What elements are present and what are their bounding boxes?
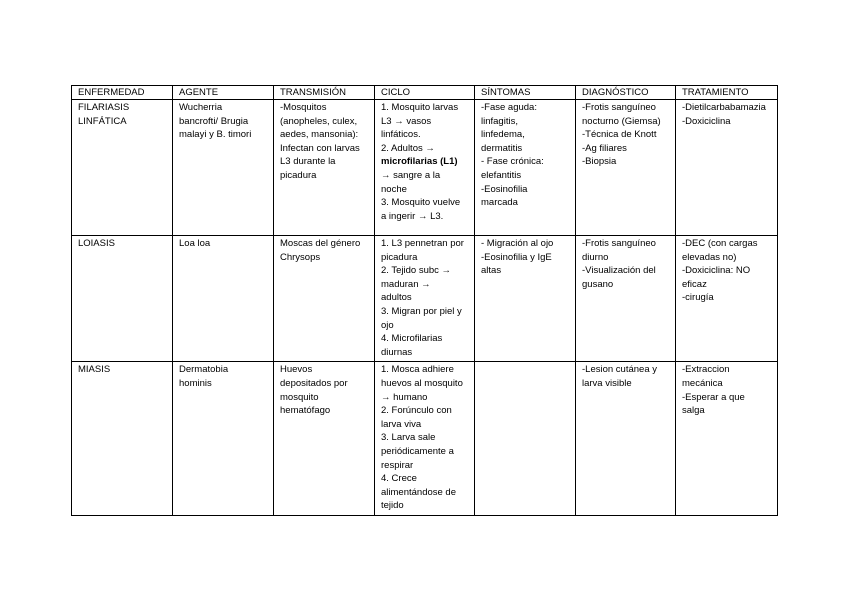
cell-line: 1. Mosca adhiere [381,364,454,376]
cell-line: a ingerir → L3. [381,210,444,222]
cell-line: salga [682,405,705,417]
cell-line: 2. Adultos → [381,142,435,154]
cell-line: -Biopsia [582,156,617,168]
header-enfermedad: ENFERMEDAD [72,86,173,100]
cell-diagnostico [576,100,676,236]
disease-table [71,85,778,516]
cell-line: malayi y B. timori [179,129,252,141]
cell-line: picadura [381,251,418,263]
cell-enfermedad [72,362,173,516]
cell-ciclo [375,236,475,362]
cell-line: -Lesion cutánea y [582,364,657,376]
cell-line: -Mosquitos [280,102,327,113]
cell-line: -Visualización del [582,265,656,277]
cell-line: -Dietilcarbabamazia [682,102,766,113]
cell-line: L3 durante la [280,156,336,168]
cell-line: respirar [381,459,414,471]
cell-line: -Frotis sanguíneo [582,102,656,113]
cell-line: larva visible [582,377,632,389]
cell-line: adultos [381,292,412,304]
cell-line: Huevos [280,364,313,376]
header-tratamiento: TRATAMIENTO [676,86,778,100]
cell-line: 1. Mosquito larvas [381,102,459,113]
cell-tratamiento [676,100,778,236]
cell-enfermedad [72,236,173,362]
cell-line: hominis [179,377,212,389]
cell-transmision [274,362,375,516]
cell-line: larva viva [381,418,422,430]
cell-line: 1. L3 pennetran por [381,238,464,249]
cell-line: (anopheles, culex, [280,115,358,127]
cell-tratamiento [676,362,778,516]
cell-ciclo [375,362,475,516]
cell-enfermedad [72,100,173,236]
cell-line: → humano [381,391,428,403]
cell-line: linfagitis, [481,115,518,127]
cell-line: eficaz [682,278,707,290]
cell-line: 2. Forúnculo con [381,405,452,417]
cell-line: huevos al mosquito [381,377,463,389]
cell-agente [173,362,274,516]
cell-line: altas [481,265,502,277]
cell-line: periódicamente a [381,445,454,457]
cell-line: LINFÁTICA [78,115,127,127]
cell-line: -Doxiciclina: NO [682,265,751,277]
cell-line: ojo [381,319,394,331]
cell-line: mecánica [682,377,723,389]
cell-line: linfáticos. [381,129,421,141]
cell-line: elevadas no) [682,251,737,263]
cell-line: 3. Mosquito vuelve [381,197,461,209]
cell-tratamiento [676,236,778,362]
cell-line: -Eosinofilia y IgE [481,251,552,263]
cell-line: Chrysops [280,251,321,263]
cell-line-bold: microfilarias (L1) [381,156,458,168]
cell-transmision [274,100,375,236]
cell-line: diurno [582,251,609,263]
cell-line: diurnas [381,346,413,358]
cell-line: -DEC (con cargas [682,238,758,249]
cell-transmision [274,236,375,362]
cell-line: maduran → [381,278,431,290]
cell-line: picadura [280,169,317,181]
cell-line: L3 → vasos [381,115,432,127]
table-row [72,236,778,362]
cell-line: 2. Tejido subc → [381,265,452,277]
cell-line: -Fase aguda: [481,102,537,113]
cell-line: → sangre a la [381,169,441,181]
cell-line: tejido [381,500,404,512]
cell-line: elefantitis [481,169,522,181]
cell-diagnostico [576,236,676,362]
cell-line: 3. Larva sale [381,432,436,444]
cell-line: -Técnica de Knott [582,129,657,141]
cell-line: Dermatobia [179,364,229,376]
header-sintomas: SÍNTOMAS [475,86,576,100]
cell-line: 3. Migran por piel y [381,305,462,317]
cell-agente [173,100,274,236]
cell-line: - Migración al ojo [481,238,554,249]
cell-agente [173,236,274,362]
cell-line: -cirugía [682,292,714,304]
cell-line: dermatitis [481,142,523,154]
cell-line: Moscas del género [280,238,361,249]
cell-line: Loa loa [179,238,211,249]
header-ciclo: CICLO [375,86,475,100]
cell-line: Wucherria [179,102,223,113]
table-row [72,362,778,516]
cell-line: -Ag filiares [582,142,627,154]
cell-line: alimentándose de [381,486,456,498]
cell-line: aedes, mansonia): [280,129,359,141]
cell-line: FILARIASIS [78,102,130,113]
cell-line: LOIASIS [78,238,115,249]
cell-line: nocturno (Giemsa) [582,115,661,127]
cell-sintomas [475,236,576,362]
header-agente: AGENTE [173,86,274,100]
cell-line: - Fase crónica: [481,156,544,168]
table-row [72,100,778,236]
cell-line: noche [381,183,407,195]
cell-line: marcada [481,197,518,209]
header-transmision: TRANSMISIÓN [274,86,375,100]
cell-sintomas [475,362,576,516]
cell-diagnostico [576,362,676,516]
cell-line: -Doxiciclina [682,115,731,127]
cell-sintomas [475,100,576,236]
cell-line: bancrofti/ Brugia [179,115,249,127]
cell-line: depositados por [280,377,348,389]
cell-line: -Eosinofilia [481,183,528,195]
cell-line: -Esperar a que [682,391,745,403]
table-header-row [72,86,778,100]
cell-line: gusano [582,278,614,290]
cell-line: hematófago [280,405,331,417]
cell-line: mosquito [280,391,319,403]
cell-line: 4. Microfilarias [381,333,443,345]
cell-line: -Extraccion [682,364,730,376]
header-diagnostico: DIAGNÓSTICO [576,86,676,100]
cell-line: linfedema, [481,129,525,141]
cell-line: MIASIS [78,364,111,376]
cell-line: -Frotis sanguíneo [582,238,656,249]
cell-line: Infectan con larvas [280,142,360,154]
cell-ciclo [375,100,475,236]
cell-line: 4. Crece [381,473,417,485]
